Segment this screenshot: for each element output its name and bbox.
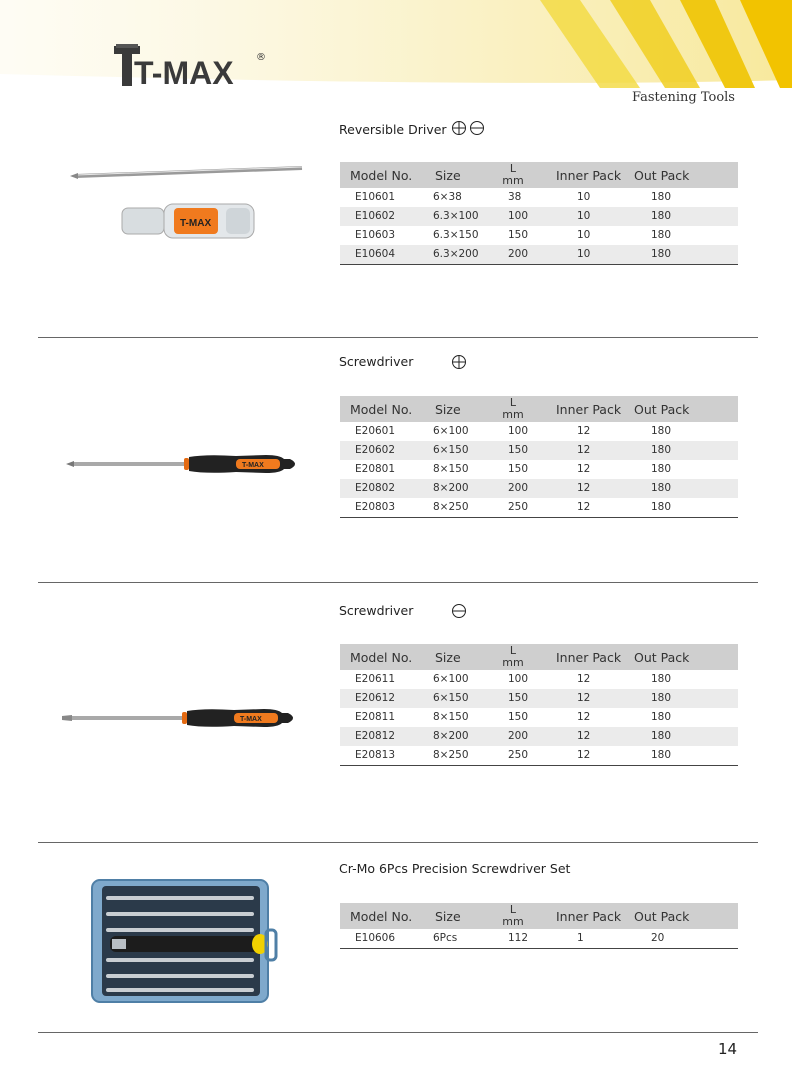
table-row: E10601 6×38 38 10 180 xyxy=(355,191,672,203)
section-divider xyxy=(38,842,758,843)
table-row: E20602 6×150 150 12 180 xyxy=(340,441,738,460)
table-header: Model No. Size L mm Inner Pack Out Pack xyxy=(340,396,738,422)
brand-text: T-MAX xyxy=(134,55,234,91)
slotted-icon xyxy=(469,120,485,136)
slotted-icon xyxy=(451,603,467,619)
table-row: E20801 8×150 150 12 180 xyxy=(355,463,672,475)
table-row: E10604 6.3×200 200 10 180 xyxy=(340,245,738,264)
table-header: Model No. Size L mm Inner Pack Out Pack xyxy=(340,903,738,929)
table-row: E20813 8×250 250 12 180 xyxy=(355,749,672,761)
table-row: E10606 6Pcs 112 1 20 xyxy=(355,932,665,944)
phillips-icon xyxy=(451,354,467,370)
footer-divider xyxy=(38,1032,758,1033)
slotted-screwdriver-image xyxy=(62,704,306,732)
page-number: 14 xyxy=(718,1040,738,1058)
section-title-screwdriver-slotted: Screwdriver xyxy=(339,603,414,618)
section-title-screwdriver-phillips: Screwdriver xyxy=(339,354,414,369)
section-divider xyxy=(38,337,758,338)
section-title-reversible-driver: Reversible Driver xyxy=(339,122,447,137)
table-row: E20803 8×250 250 12 180 xyxy=(355,501,672,513)
table-header: Model No. Size L mm Inner Pack Out Pack xyxy=(340,162,738,188)
svg-text:T-MAX: T-MAX xyxy=(240,716,262,723)
precision-set-image xyxy=(90,876,280,1006)
product-table-reversible xyxy=(340,162,738,265)
category-label: Fastening Tools xyxy=(632,90,735,105)
product-table-screwdriver-phillips xyxy=(340,396,738,518)
table-row: E20812 8×200 200 12 180 xyxy=(340,727,738,746)
table-row: E20601 6×100 100 12 180 xyxy=(355,425,672,437)
registered-mark: ® xyxy=(256,52,266,63)
tip-symbols xyxy=(451,120,485,136)
phillips-icon xyxy=(451,120,467,136)
product-table-precision-set xyxy=(340,903,738,949)
brand-logo xyxy=(112,44,252,92)
phillips-screwdriver-image xyxy=(66,450,306,478)
table-header: Model No. Size L mm Inner Pack Out Pack xyxy=(340,644,738,670)
section-title-precision-set: Cr-Mo 6Pcs Precision Screwdriver Set xyxy=(339,861,571,876)
table-row: E20802 8×200 200 12 180 xyxy=(340,479,738,498)
table-row: E10602 6.3×100 100 10 180 xyxy=(340,207,738,226)
svg-text:T-MAX: T-MAX xyxy=(242,462,264,469)
table-row: E20612 6×150 150 12 180 xyxy=(340,689,738,708)
table-row: E10603 6.3×150 150 10 180 xyxy=(355,229,672,241)
product-table-screwdriver-slotted xyxy=(340,644,738,766)
table-row: E20811 8×150 150 12 180 xyxy=(355,711,672,723)
reversible-driver-image xyxy=(70,160,340,250)
table-row: E20611 6×100 100 12 180 xyxy=(355,673,672,685)
section-divider xyxy=(38,582,758,583)
tip-symbols xyxy=(451,354,467,370)
svg-text:T-MAX: T-MAX xyxy=(180,218,212,229)
tip-symbols xyxy=(451,603,467,619)
